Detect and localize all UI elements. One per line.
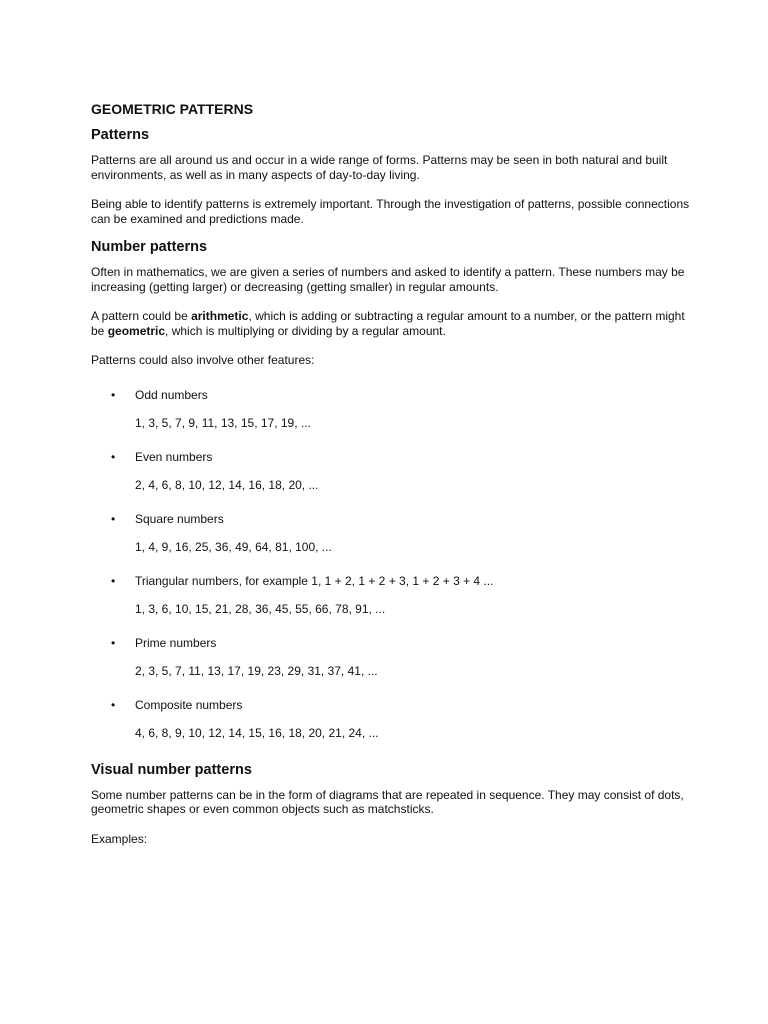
item-label: Prime numbers bbox=[135, 635, 217, 650]
heading-visual-number-patterns: Visual number patterns bbox=[91, 761, 252, 778]
item-label: Odd numbers bbox=[135, 387, 208, 402]
item-label: Square numbers bbox=[135, 511, 224, 526]
list-item-composite bbox=[91, 698, 691, 741]
paragraph-other-features: Patterns could also involve other features: bbox=[91, 353, 315, 367]
text-segment: A pattern could be bbox=[91, 309, 192, 323]
list-item-odd bbox=[91, 388, 691, 431]
bullet-icon: • bbox=[111, 573, 116, 588]
item-label: Composite numbers bbox=[135, 697, 243, 712]
text-segment: , which is multiplying or dividing by a regular amount. bbox=[165, 323, 446, 338]
text-segment: , which is adding or subtracting a regular amount to a number, or the pattern might be bbox=[91, 309, 685, 338]
heading-patterns: Patterns bbox=[91, 127, 150, 143]
bullet-icon: • bbox=[111, 449, 116, 464]
number-pattern-list bbox=[91, 388, 691, 741]
item-label: Even numbers bbox=[135, 449, 213, 464]
bullet-icon: • bbox=[111, 387, 116, 402]
bullet-icon: • bbox=[111, 635, 116, 650]
bullet-icon: • bbox=[111, 697, 116, 712]
bullet-icon: • bbox=[111, 511, 116, 526]
term-arithmetic: arithmetic bbox=[191, 309, 249, 323]
item-sequence: 1, 3, 6, 10, 15, 21, 28, 36, 45, 55, 66, 78, 91, ... bbox=[135, 602, 386, 616]
heading-number-patterns: Number patterns bbox=[91, 239, 208, 255]
item-sequence: 2, 4, 6, 8, 10, 12, 14, 16, 18, 20, ... bbox=[135, 478, 319, 492]
item-sequence: 2, 3, 5, 7, 11, 13, 17, 19, 23, 29, 31, 37, 41, ... bbox=[135, 664, 378, 678]
list-item-square bbox=[91, 512, 691, 555]
document-title: GEOMETRIC PATTERNS bbox=[91, 101, 254, 117]
paragraph-number-series: Often in mathematics, we are given a series of numbers and asked to identify a pattern. These numbers may be increasing (getting larger) or decreasing (getting smaller) in regular amounts. bbox=[91, 265, 685, 294]
paragraph-patterns-intro: Patterns are all around us and occur in a wide range of forms. Patterns may be seen in both natural and built environments, as well as in many aspects of day-to-day living. bbox=[91, 153, 668, 182]
paragraph-visual-intro: Some number patterns can be in the form of diagrams that are repeated in sequence. They may consist of dots, geometric shapes or even common objects such as matchsticks. bbox=[91, 787, 684, 816]
item-sequence: 1, 3, 5, 7, 9, 11, 13, 15, 17, 19, ... bbox=[135, 416, 311, 430]
list-item-even bbox=[91, 450, 691, 493]
term-geometric: geometric bbox=[107, 323, 166, 338]
paragraph-examples: Examples: bbox=[91, 831, 148, 846]
item-label: Triangular numbers, for example 1, 1 + 2, 1 + 2 + 3, 1 + 2 + 3 + 4 ... bbox=[135, 573, 494, 588]
list-item-triangular bbox=[91, 574, 691, 617]
paragraph-patterns-importance: Being able to identify patterns is extremely important. Through the investigation of patterns, possible connections can be examined and predictions made. bbox=[91, 197, 690, 226]
item-sequence: 1, 4, 9, 16, 25, 36, 49, 64, 81, 100, ... bbox=[135, 540, 332, 554]
item-sequence: 4, 6, 8, 9, 10, 12, 14, 15, 16, 18, 20, 21, 24, ... bbox=[135, 726, 379, 740]
document-page bbox=[91, 100, 691, 846]
list-item-prime bbox=[91, 636, 691, 679]
paragraph-arithmetic-geometric bbox=[91, 309, 691, 338]
